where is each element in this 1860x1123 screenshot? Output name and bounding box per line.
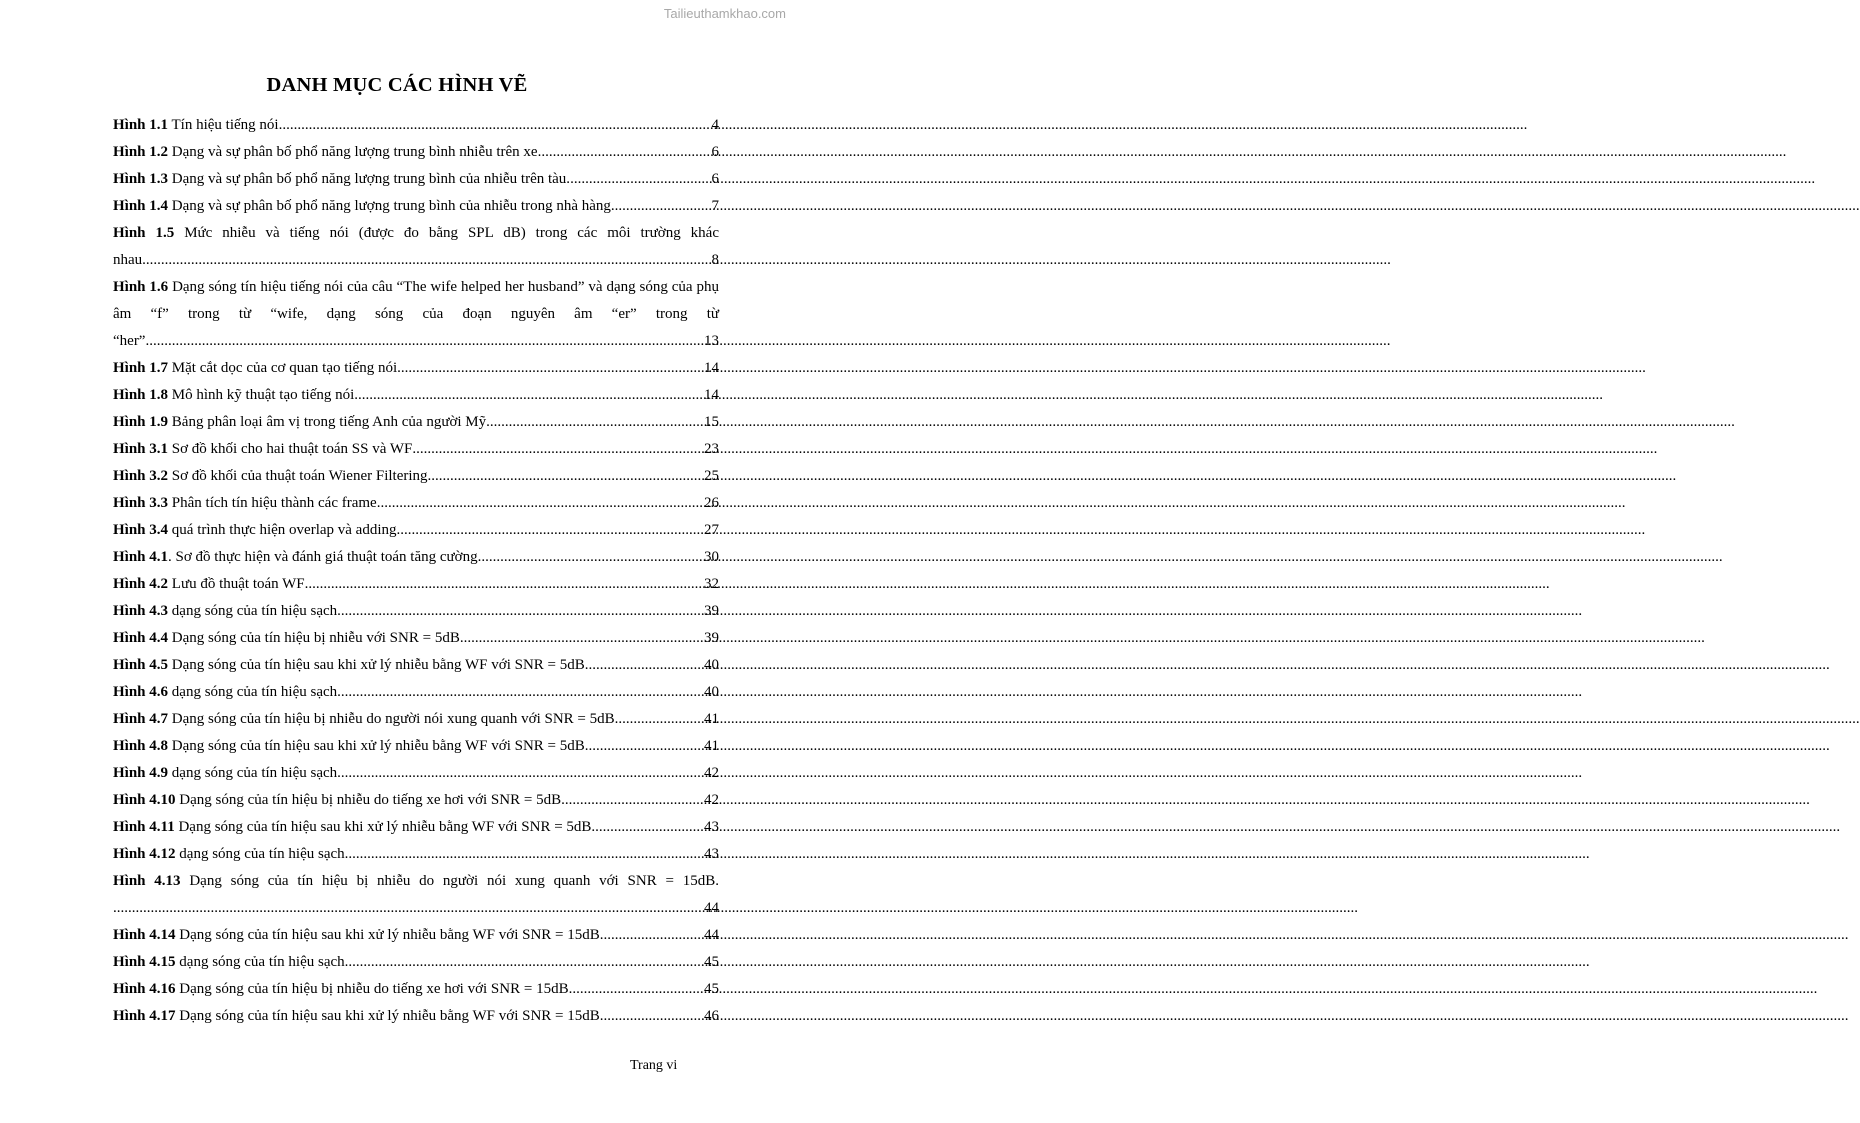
figure-caption: Dạng sóng của tín hiệu bị nhiễu do người nói xung quanh với SNR = 15dB.: [180, 873, 719, 889]
figure-caption: dạng sóng của tín hiệu sạch: [168, 684, 338, 700]
figure-number: Hình 1.9: [113, 414, 169, 430]
figure-number: Hình 4.9: [113, 765, 169, 781]
dot-leader: [460, 625, 704, 652]
page-number: 44: [704, 927, 719, 943]
dot-leader: [565, 787, 704, 814]
page-number: 30: [704, 549, 719, 565]
dot-leader: [604, 922, 705, 949]
figure-number: Hình 4.16: [113, 981, 176, 997]
page-number: 40: [704, 684, 719, 700]
page-number: 43: [704, 819, 719, 835]
figure-number: Hình 3.1: [113, 441, 169, 457]
toc-entry-label: [113, 760, 337, 787]
toc-entry[interactable]: [113, 490, 719, 517]
toc-entry-label: [113, 436, 412, 463]
figure-caption: Dạng sóng của tín hiệu bị nhiễu do người nói xung quanh với SNR = 5dB: [168, 711, 615, 727]
dot-leader: [345, 949, 704, 976]
page-number: 45: [704, 981, 719, 997]
toc-entry-label: [113, 193, 615, 220]
dot-leader: [337, 598, 704, 625]
dot-leader: [401, 355, 704, 382]
toc-entry-label: [113, 625, 460, 652]
toc-entry-label: [113, 166, 570, 193]
dot-leader: [585, 652, 704, 679]
toc-entry[interactable]: [113, 625, 719, 652]
figure-caption-tail: “her”: [113, 333, 146, 349]
dot-leader: [490, 409, 704, 436]
watermark: Tailieuthamkhao.com: [663, 6, 786, 21]
toc-entry-body: [113, 220, 719, 247]
toc-entry-label: [113, 409, 490, 436]
page-number: 4: [711, 117, 719, 133]
toc-entry-label: [113, 544, 478, 571]
toc-entry[interactable]: [113, 814, 719, 841]
dot-leader: [585, 733, 704, 760]
dot-leader: [337, 679, 704, 706]
dot-leader: [570, 166, 711, 193]
figure-number: Hình 3.4: [113, 522, 169, 538]
figure-number: Hình 4.11: [113, 819, 175, 835]
figure-caption: Mức nhiễu và tiếng nói (được đo bằng SPL dB) trong các môi trường khác: [174, 225, 719, 241]
toc-entry-label: [113, 787, 565, 814]
page-number: 39: [704, 630, 719, 646]
page-number: 41: [704, 738, 719, 754]
toc-entry-label: [113, 949, 345, 976]
figure-number: Hình 4.12: [113, 846, 176, 862]
toc-entry-label: [113, 733, 585, 760]
toc-entry-label: [113, 706, 615, 733]
figure-number: Hình 1.7: [113, 360, 169, 376]
toc-entry-label: [113, 976, 572, 1003]
figure-caption: Tín hiệu tiếng nói.: [168, 117, 283, 133]
toc-entry[interactable]: [113, 787, 719, 814]
dot-leader: [380, 490, 704, 517]
figure-number: Hình 3.3: [113, 495, 169, 511]
figure-caption: Phân tích tín hiệu thành các frame.: [168, 495, 381, 511]
page-number: 6: [711, 171, 719, 187]
page-number: 27: [704, 522, 719, 538]
page-number: 44: [704, 900, 719, 916]
figure-caption: Dạng và sự phân bố phổ năng lượng trung bình của nhiễu trong nhà hàng.: [168, 198, 615, 214]
figure-number: Hình 1.1: [113, 117, 169, 133]
toc-entry[interactable]: [113, 463, 719, 490]
figure-number: Hình 3.2: [113, 468, 169, 484]
toc-entry[interactable]: [113, 949, 719, 976]
toc-entry-label: [113, 1003, 604, 1030]
page-number: 41: [704, 711, 719, 727]
figure-caption: Dạng sóng của tín hiệu bị nhiễu với SNR = 5dB: [168, 630, 460, 646]
dot-leader: [337, 760, 704, 787]
dot-leader: [305, 571, 704, 598]
toc-entry[interactable]: [113, 571, 719, 598]
figure-caption: dạng sóng của tín hiệu sạch: [168, 765, 338, 781]
toc-entry-label: [113, 517, 400, 544]
dot-leader: [412, 436, 704, 463]
figure-caption: Dạng sóng của tín hiệu sau khi xử lý nhiễu bằng WF với SNR = 5dB.: [174, 819, 596, 835]
page-number: 42: [704, 792, 719, 808]
figure-caption: Dạng sóng tín hiệu tiếng nói của câu “The wife helped her husband” và dạng sóng của phụ âm “f” trong từ “wife, dạng sóng của đoạn nguyên âm “er” trong từ: [113, 279, 719, 322]
toc-entry-label: [113, 463, 431, 490]
figure-caption-tail: nhau.: [113, 252, 146, 268]
toc-entry[interactable]: [113, 517, 719, 544]
figure-number: Hình 1.5: [113, 225, 175, 241]
toc-entry-label: [113, 112, 282, 139]
dot-leader: [431, 463, 704, 490]
figure-list: [113, 112, 719, 1030]
toc-entry[interactable]: [113, 733, 719, 760]
figure-caption: Mặt cắt dọc của cơ quan tạo tiếng nói.: [168, 360, 401, 376]
figure-number: Hình 4.8: [113, 738, 169, 754]
figure-caption: Dạng và sự phân bố phổ năng lượng trung bình nhiễu trên xe.: [168, 144, 542, 160]
toc-entry[interactable]: [113, 382, 719, 409]
toc-entry-label: [113, 139, 541, 166]
figure-number: Hình 1.8: [113, 387, 169, 403]
page-number: 42: [704, 765, 719, 781]
page-number: 8: [711, 252, 719, 268]
toc-entry[interactable]: [113, 1003, 719, 1030]
figure-number: Hình 4.10: [113, 792, 176, 808]
toc-entry-body: [113, 868, 719, 895]
figure-caption: Dạng sóng của tín hiệu sau khi xử lý nhiễu bằng WF với SNR = 5dB: [168, 738, 585, 754]
dot-leader: [345, 841, 704, 868]
figure-number: Hình 4.13: [113, 873, 181, 889]
figure-caption: Dạng sóng của tín hiệu sau khi xử lý nhiễu bằng WF với SNR = 15dB.: [175, 1008, 604, 1024]
toc-entry[interactable]: [113, 706, 719, 733]
figure-caption: Sơ đồ khối cho hai thuật toán SS và WF: [168, 441, 413, 457]
toc-entry-label: [113, 355, 401, 382]
dot-leader: [604, 1003, 705, 1030]
toc-entry-label: [113, 814, 595, 841]
figure-number: Hình 4.1: [113, 549, 169, 565]
dot-leader: [358, 382, 704, 409]
page-number: 14: [704, 360, 719, 376]
dot-leader: [541, 139, 711, 166]
toc-entry[interactable]: [113, 274, 719, 355]
page-number: 15: [704, 414, 719, 430]
toc-entry[interactable]: [113, 922, 719, 949]
figure-number: Hình 4.2: [113, 576, 169, 592]
figure-caption: Lưu đồ thuật toán WF: [168, 576, 305, 592]
toc-entry-body: [113, 274, 719, 328]
toc-entry-label: [113, 922, 604, 949]
figure-caption: dạng sóng của tín hiệu sạch: [175, 954, 345, 970]
toc-entry-last-line: [113, 247, 719, 274]
dot-leader: [145, 328, 704, 355]
figure-number: Hình 4.5: [113, 657, 169, 673]
figure-caption: dạng sóng của tín hiệu sạch: [168, 603, 338, 619]
figure-caption: Dạng và sự phân bố phổ năng lượng trung bình của nhiễu trên tàu.: [168, 171, 571, 187]
dot-leader: [615, 706, 704, 733]
figure-number: Hình 1.2: [113, 144, 169, 160]
toc-entry[interactable]: [113, 112, 719, 139]
page-number: 26: [704, 495, 719, 511]
figure-number: Hình 4.7: [113, 711, 169, 727]
figure-number: Hình 4.17: [113, 1008, 176, 1024]
toc-entry[interactable]: [113, 139, 719, 166]
toc-entry-last-line: [113, 328, 719, 355]
toc-entry-label: [113, 382, 358, 409]
dot-leader: [400, 517, 704, 544]
page-number: 6: [711, 144, 719, 160]
dot-leader: [572, 976, 704, 1003]
page-number: 39: [704, 603, 719, 619]
toc-entry-label: [113, 841, 345, 868]
figure-number: Hình 1.6: [113, 279, 169, 295]
figure-number: Hình 4.15: [113, 954, 176, 970]
toc-entry-label: [113, 571, 305, 598]
dot-leader: [478, 544, 704, 571]
page-title: DANH MỤC CÁC HÌNH VẼ: [266, 74, 528, 96]
toc-entry[interactable]: [113, 868, 719, 922]
page-number: 25: [704, 468, 719, 484]
toc-entry-label: [113, 490, 380, 517]
dot-leader: [146, 247, 712, 274]
figure-caption: Sơ đồ khối của thuật toán Wiener Filtering.: [168, 468, 432, 484]
toc-entry[interactable]: [113, 409, 719, 436]
toc-entry[interactable]: [113, 355, 719, 382]
figure-number: Hình 1.4: [113, 198, 169, 214]
figure-caption: Dạng sóng của tín hiệu sau khi xử lý nhiễu bằng WF với SNR = 15dB.: [175, 927, 604, 943]
page-number: 46: [704, 1008, 719, 1024]
page-number: 13: [704, 333, 719, 349]
toc-entry-label: [113, 598, 337, 625]
dot-leader: [595, 814, 704, 841]
dot-leader: [113, 895, 704, 922]
page-number: 7: [711, 198, 719, 214]
toc-entry[interactable]: [113, 679, 719, 706]
toc-entry[interactable]: [113, 976, 719, 1003]
page-footer: Trang vi: [630, 1058, 678, 1073]
dot-leader: [615, 193, 712, 220]
figure-number: Hình 4.3: [113, 603, 169, 619]
figure-number: Hình 4.14: [113, 927, 176, 943]
figure-number: Hình 1.3: [113, 171, 169, 187]
figure-caption: Dạng sóng của tín hiệu sau khi xử lý nhiễu bằng WF với SNR = 5dB: [168, 657, 585, 673]
toc-entry[interactable]: [113, 544, 719, 571]
toc-entry[interactable]: [113, 166, 719, 193]
toc-entry[interactable]: [113, 652, 719, 679]
dot-leader: [282, 112, 711, 139]
page-number: 23: [704, 441, 719, 457]
figure-caption: Dạng sóng của tín hiệu bị nhiễu do tiếng xe hơi với SNR = 15dB.: [175, 981, 573, 997]
page-number: 32: [704, 576, 719, 592]
figure-caption: Mô hình kỹ thuật tạo tiếng nói.: [168, 387, 359, 403]
page-number: 14: [704, 387, 719, 403]
toc-entry[interactable]: [113, 436, 719, 463]
figure-caption: . Sơ đồ thực hiện và đánh giá thuật toán tăng cường: [168, 549, 478, 565]
toc-entry-label: [113, 679, 337, 706]
page-number: 40: [704, 657, 719, 673]
toc-entry[interactable]: [113, 841, 719, 868]
figure-number: Hình 4.4: [113, 630, 169, 646]
toc-entry-label: [113, 652, 585, 679]
page-number: 43: [704, 846, 719, 862]
toc-entry[interactable]: [113, 193, 719, 220]
figure-caption: Bảng phân loại âm vị trong tiếng Anh của người Mỹ.: [168, 414, 490, 430]
toc-entry[interactable]: [113, 760, 719, 787]
figure-caption: quá trình thực hiện overlap và adding.: [168, 522, 401, 538]
figure-caption: Dạng sóng của tín hiệu bị nhiễu do tiếng xe hơi với SNR = 5dB.: [175, 792, 565, 808]
page-number: 45: [704, 954, 719, 970]
toc-entry-last-line: [113, 895, 719, 922]
toc-entry[interactable]: [113, 220, 719, 274]
figure-number: Hình 4.6: [113, 684, 169, 700]
figure-caption: dạng sóng của tín hiệu sạch: [175, 846, 345, 862]
toc-entry[interactable]: [113, 598, 719, 625]
